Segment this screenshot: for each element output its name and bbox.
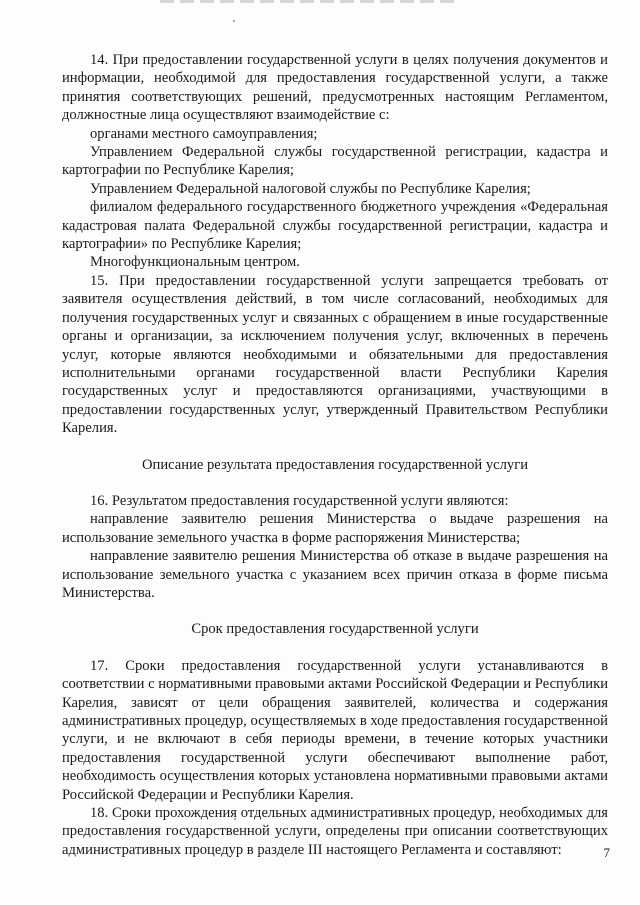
list-item-tax-service: Управлением Федеральной налоговой службы по Республике Карелия;	[90, 180, 531, 197]
list-item-mfc: Многофункциональным центром.	[90, 254, 300, 271]
list-item-cadastral-chamber: филиалом федерального государственного бюджетного учреждения «Федеральная кадастровая палата Федеральной службы государственной регистрации, кадастра и картографии» по Республике Карелия;	[62, 199, 608, 253]
paragraph-17: 17. Сроки предоставления государственной услуги устанавливаются в соответствии с нормативными правовыми актами Российской Федерации и Республики Карелия, зависят от цели обращения заявителей, количества и содержания административных процедур, осуществляемых в ходе предоставления государственной услуги, и не включают в себя периоды времени, в течение которых участники предоставления государственной услуги обеспечивают выполнение работ, необходимость осуществления которых установлена нормативными правовыми актами Российской Федерации и Республики Карелия.	[62, 657, 609, 803]
scan-artifact	[160, 0, 460, 3]
section-heading-term: Срок предоставления государственной услуги	[191, 621, 479, 638]
paragraph-14: 14. При предоставлении государственной услуги в целях получения документов и информации, необходимой для предоставления государственной услуги, а также принятия соответствующих решений, предусмотренных настоящим Регламентом, должностные лица осуществляют взаимодействие с:	[62, 52, 608, 124]
list-item-rosreestr: Управлением Федеральной службы государственной регистрации, кадастра и картографии по Республике Карелия;	[62, 144, 608, 179]
paragraph-18: 18. Сроки прохождения отдельных административных процедур, необходимых для предоставления государственной услуги, определены при описании соответствующих административных процедур в разделе III настоящего Регламента и составляют:	[62, 805, 608, 858]
section-heading-result: Описание результата предоставления государственной услуги	[141, 456, 529, 473]
list-item-local-government: органами местного самоуправления;	[90, 125, 318, 142]
scan-speck	[233, 20, 235, 22]
page-number: 7	[603, 845, 610, 860]
list-item-refusal: направление заявителю решения Министерства об отказе в выдаче разрешения на использование земельного участка с указанием всех причин отказа в форме письма Министерства.	[62, 548, 608, 601]
document-body	[62, 51, 608, 859]
list-item-approval: направление заявителю решения Министерства о выдаче разрешения на использование земельного участка в форме распоряжения Министерства;	[62, 511, 608, 546]
paragraph-15: 15. При предоставлении государственной услуги запрещается требовать от заявителя осуществления действий, в том числе согласований, необходимых для получения государственных услуг и связанных с обращением в иные государственные органы и организации, за исключением получения услуг, включенных в перечень услуг, которые являются необходимыми и обязательными для предоставления исполнительными органами государственной власти Республики Карелия государственных услуг и предоставляются организациями, участвующими в предоставлении государственных услуг, утвержденный Правительством Республики Карелия.	[62, 272, 608, 437]
paragraph-16: 16. Результатом предоставления государственной услуги являются:	[90, 492, 509, 509]
